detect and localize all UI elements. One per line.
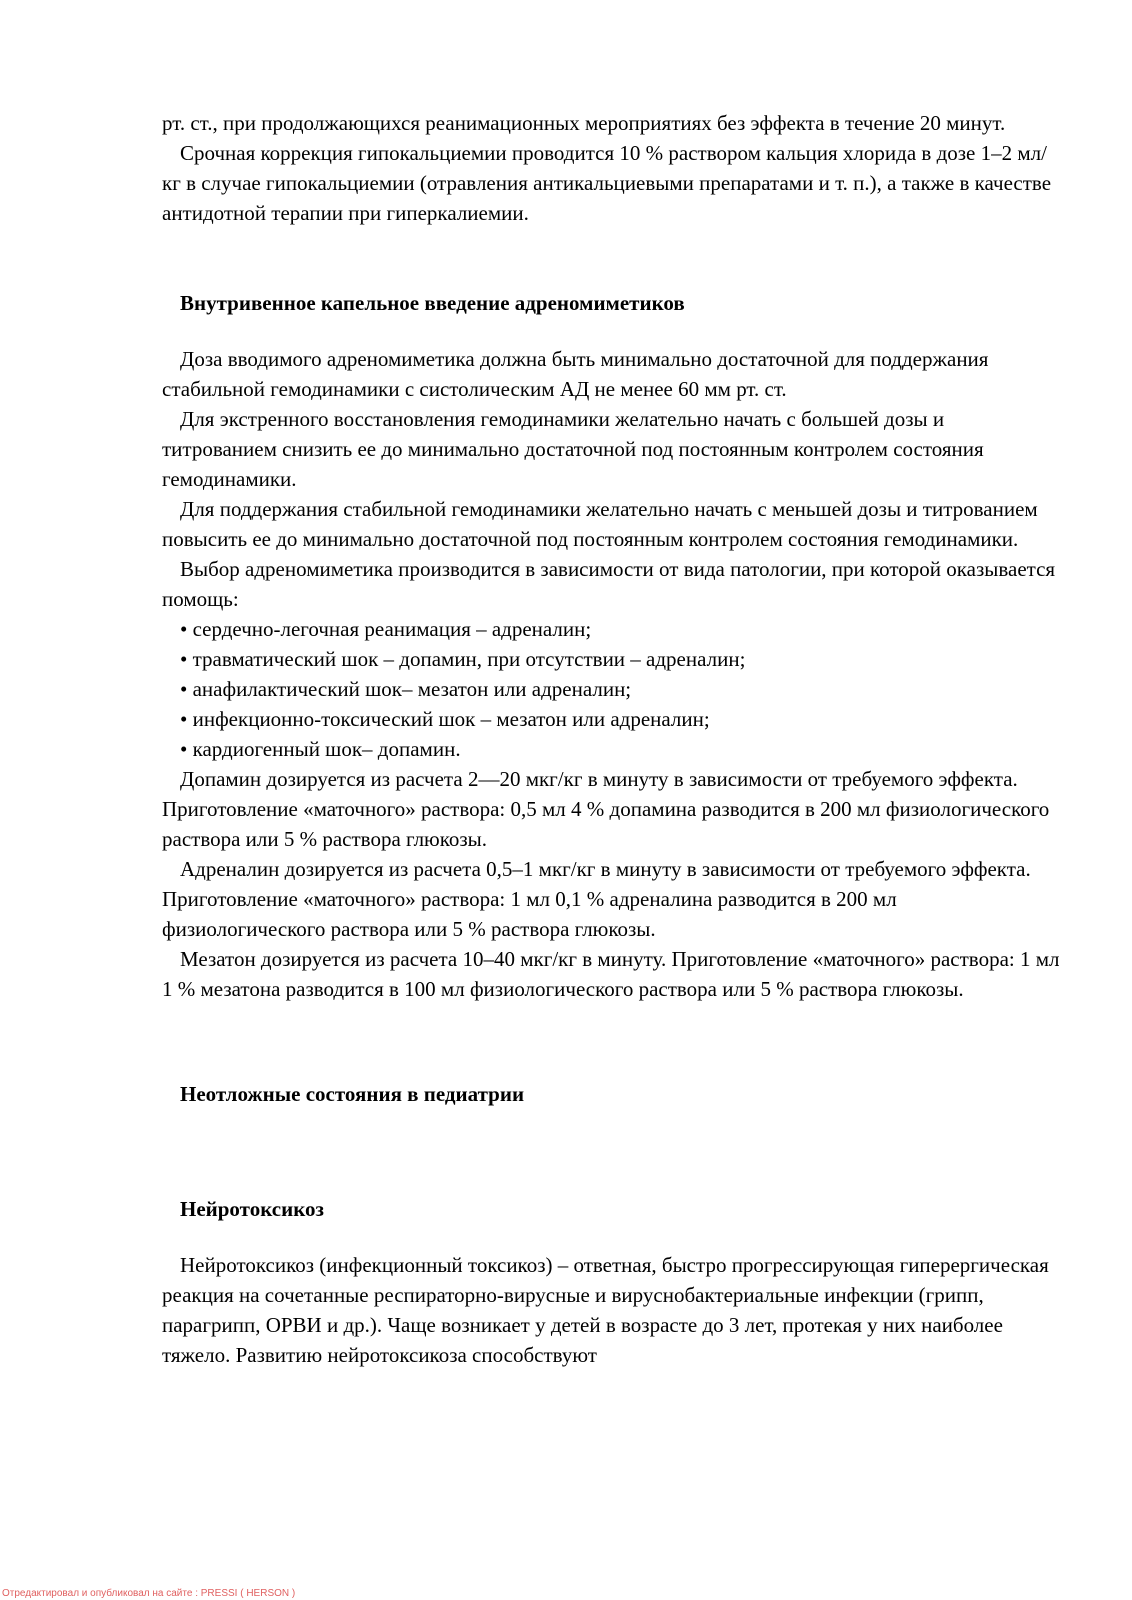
paragraph: Выбор адреномиметика производится в зависимости от вида патологии, при которой оказывается помощь: [162,557,1056,611]
paragraph: Адреналин дозируется из расчета 0,5–1 мкг/кг в минуту в зависимости от требуемого эффекта. Приготовление «маточного» раствора: 1 мл 0,1 % адреналина разводится в 200 мл физиологического раствора или 5 % раствора глюкозы. [162,857,1031,941]
paragraph: рт. ст., при продолжающихся реанимационных мероприятиях без эффекта в течение 20 минут. [162,111,1006,135]
section-heading: Внутривенное капельное введение адреномиметиков [180,291,685,315]
paragraph: Допамин дозируется из расчета 2—20 мкг/кг в минуту в зависимости от требуемого эффекта. Приготовление «маточного» раствора: 0,5 мл 4 % допамина разводится в 200 мл физиологического раствора или 5 % раствора глюкозы. [162,767,1050,851]
list-item: • травматический шок – допамин, при отсутствии – адреналин; [180,647,746,671]
paragraph: Для экстренного восстановления гемодинамики желательно начать с большей дозы и титрованием снизить ее до минимально достаточной под постоянным контролем состояния гемодинамики. [162,407,984,491]
paragraph: Срочная коррекция гипокальциемии проводится 10 % раствором кальция хлорида в дозе 1–2 мл/кг в случае гипокальциемии (отравления антикальциевыми препаратами и т. п.), а также в качестве антидотной терапии при гиперкалиемии. [162,141,1052,225]
spacer [162,318,1062,344]
section-heading: Нейротоксикоз [180,1197,324,1221]
spacer [162,1109,1062,1194]
document-page [162,108,1062,1370]
spacer [162,1004,1062,1079]
paragraph: Мезатон дозируется из расчета 10–40 мкг/кг в минуту. Приготовление «маточного» раствора: 1 мл 1 % мезатона разводится в 100 мл физиологического раствора или 5 % раствора глюкозы. [162,947,1060,1001]
list-item: • анафилактический шок– мезатон или адреналин; [180,677,632,701]
paragraph: Нейротоксикоз (инфекционный токсикоз) – ответная, быстро прогрессирующая гиперергическая реакция на сочетанные респираторно-вирусные и вируснобактериальные инфекции (грипп, парагрипп, ОРВИ и др.). Чаще возникает у детей в возрасте до 3 лет, протекая у них наиболее тяжело. Развитию нейротоксикоза способствуют [162,1253,1049,1367]
spacer [162,228,1062,288]
list-item: • инфекционно-токсический шок – мезатон или адреналин; [180,707,710,731]
bullet-list [162,614,1062,764]
paragraph: Доза вводимого адреномиметика должна быть минимально достаточной для поддержания стабильной гемодинамики с систолическим АД не менее 60 мм рт. ст. [162,347,989,401]
spacer [162,1224,1062,1250]
list-item: • сердечно-легочная реанимация – адреналин; [180,617,592,641]
list-item: • кардиогенный шок– допамин. [180,737,461,761]
section-heading: Неотложные состояния в педиатрии [180,1082,525,1106]
footer-watermark: Отредактировал и опубликовал на сайте : PRESSI ( HERSON ) [2,1588,296,1599]
paragraph: Для поддержания стабильной гемодинамики желательно начать с меньшей дозы и титрованием повысить ее до минимально достаточной под постоянным контролем состояния гемодинамики. [162,497,1038,551]
